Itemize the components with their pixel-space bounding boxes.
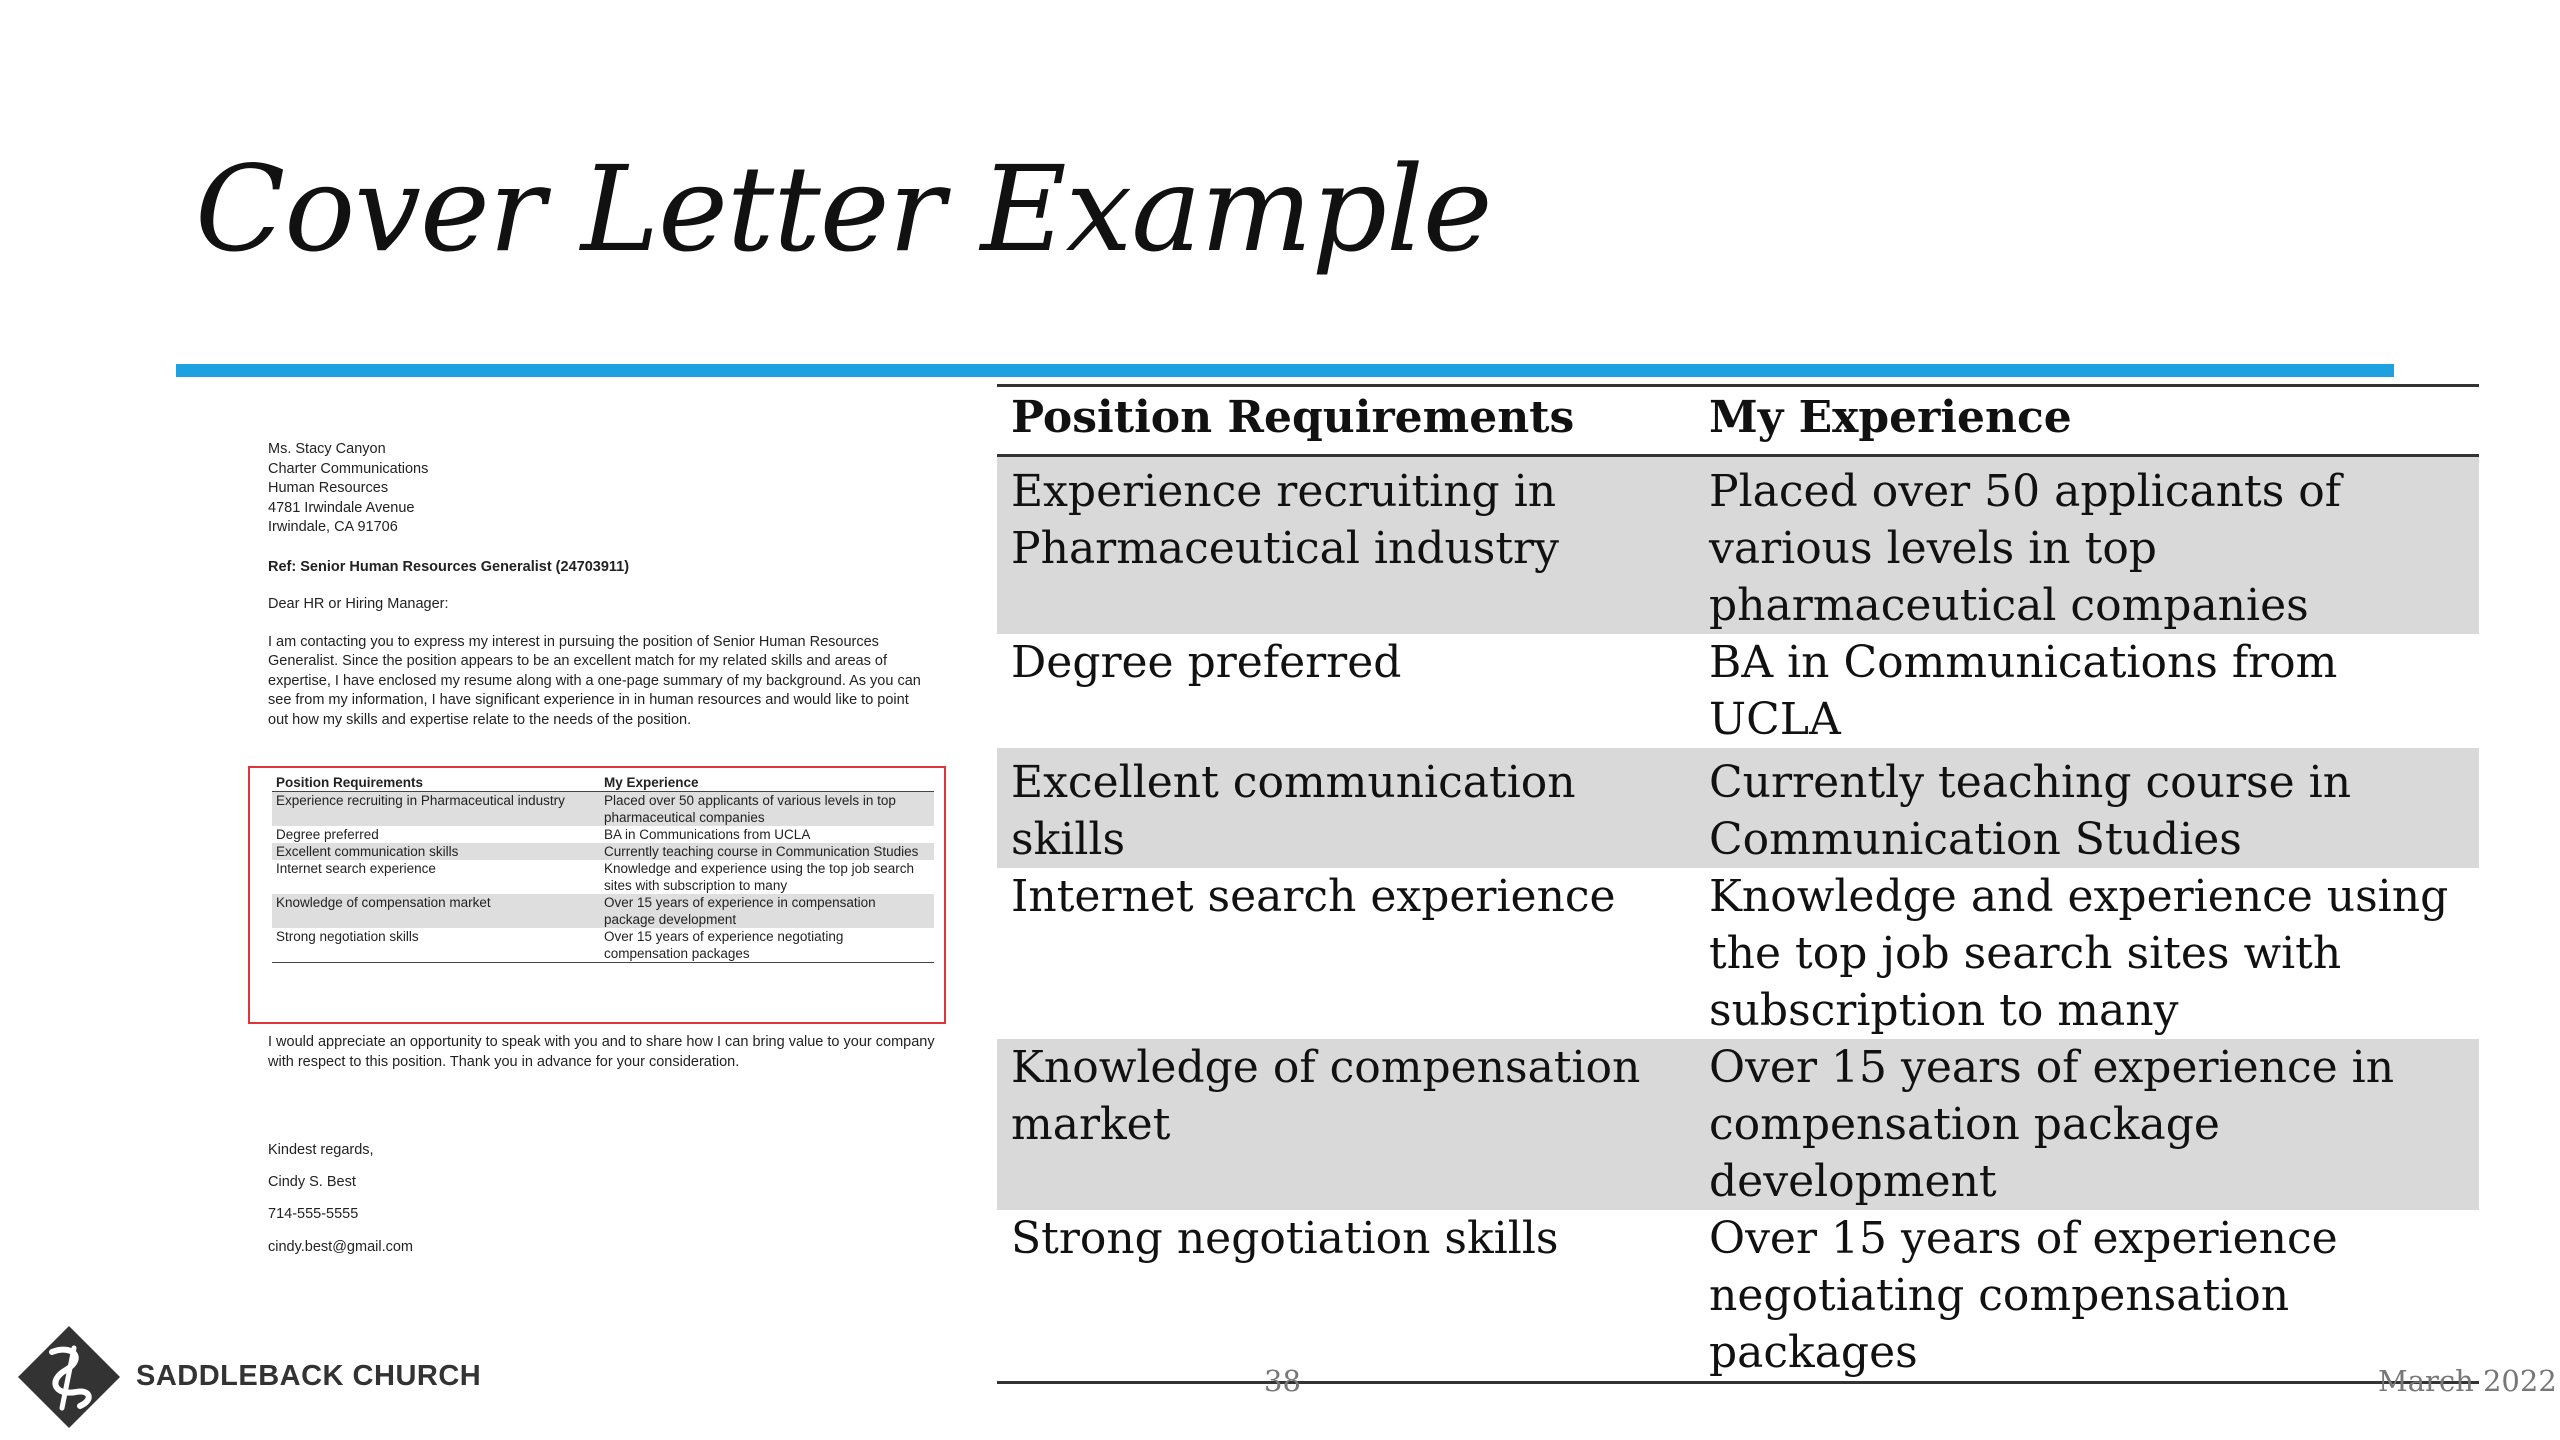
requirement-cell: Knowledge of compensation market xyxy=(997,1039,1695,1210)
letter-sign-off: Kindest regards, xyxy=(268,1142,374,1158)
mini-row xyxy=(272,843,934,860)
experience-cell: Over 15 years of experience negotiating compensation packages xyxy=(1695,1210,2479,1383)
requirement-cell: Excellent communication skills xyxy=(997,748,1695,868)
mini-cell: Internet search experience xyxy=(276,861,436,876)
table-row xyxy=(997,634,2479,748)
mini-header: Position Requirements xyxy=(272,774,600,792)
table-row xyxy=(997,868,2479,1039)
mini-cell: Strong negotiation skills xyxy=(272,928,600,963)
mini-row xyxy=(272,792,934,827)
mini-cell: Experience recruiting in Pharmaceutical industry xyxy=(272,792,600,827)
cover-letter-thumbnail xyxy=(268,440,948,730)
brand-name: SADDLEBACK CHURCH xyxy=(136,1360,482,1392)
saddleback-logo-icon xyxy=(14,1322,124,1432)
letter-mini-table xyxy=(272,774,934,963)
address-line: Ms. Stacy Canyon xyxy=(268,441,386,457)
letter-phone: 714-555-5555 xyxy=(268,1206,359,1222)
letter-name: Cindy S. Best xyxy=(268,1174,356,1190)
table-header-row xyxy=(997,386,2479,456)
experience-cell: Over 15 years of experience in compensation package development xyxy=(1695,1039,2479,1210)
letter-email: cindy.best@gmail.com xyxy=(268,1239,413,1255)
mini-cell: Degree preferred xyxy=(276,827,379,842)
table-row xyxy=(997,456,2479,635)
mini-cell: Placed over 50 applicants of various levels in top pharmaceutical companies xyxy=(600,792,934,827)
letter-address xyxy=(268,440,948,538)
mini-row xyxy=(272,928,934,963)
mini-cell: Over 15 years of experience negotiating compensation packages xyxy=(600,928,934,963)
slide-title: Cover Letter Example xyxy=(195,140,1492,278)
letter-intro: I am contacting you to express my interest in pursuing the position of Senior Human Resources Generalist. Since the position appears to be an excellent match for my related skills and areas of expertise, I have enclosed my resume along with a one-page summary of my background. As you can see from my information, I have significant experience in in human resources and would like to point out how my skills and expertise relate to the needs of the position. xyxy=(268,633,921,728)
mini-header: My Experience xyxy=(600,774,934,792)
mini-cell: BA in Communications from UCLA xyxy=(604,827,811,842)
mini-row xyxy=(272,860,934,894)
accent-bar xyxy=(176,364,2394,377)
mini-row xyxy=(272,894,934,928)
mini-cell: Knowledge and experience using the top job search sites with subscription to many xyxy=(604,861,914,893)
experience-cell: Currently teaching course in Communication Studies xyxy=(1695,748,2479,868)
address-line: Irwindale, CA 91706 xyxy=(268,519,398,535)
mini-row xyxy=(272,826,934,843)
experience-cell: BA in Communications from UCLA xyxy=(1709,637,2338,745)
requirement-cell: Strong negotiation skills xyxy=(997,1210,1695,1383)
mini-cell: Currently teaching course in Communication Studies xyxy=(600,843,934,860)
address-line: Charter Communications xyxy=(268,460,429,477)
header-position-requirements: Position Requirements xyxy=(997,386,1695,456)
requirement-cell: Experience recruiting in Pharmaceutical industry xyxy=(997,456,1695,635)
mini-cell: Knowledge of compensation market xyxy=(272,894,600,928)
letter-salutation: Dear HR or Hiring Manager: xyxy=(268,596,449,612)
letter-closing-paragraph: I would appreciate an opportunity to speak with you and to share how I can bring value to your company with respect to this position. Thank you in advance for your consideration. xyxy=(268,1034,935,1070)
mini-cell: Over 15 years of experience in compensation package development xyxy=(600,894,934,928)
experience-cell: Knowledge and experience using the top job search sites with subscription to many xyxy=(1709,871,2449,1036)
requirements-table xyxy=(997,384,2479,1384)
address-line: Human Resources xyxy=(268,480,389,496)
slide-date: March 2022 xyxy=(2378,1364,2557,1398)
page-number: 38 xyxy=(1264,1364,1301,1398)
table-row xyxy=(997,748,2479,868)
table-row xyxy=(997,1039,2479,1210)
letter-ref: Ref: Senior Human Resources Generalist (24703911) xyxy=(268,558,630,575)
requirement-cell: Internet search experience xyxy=(1011,871,1616,922)
address-line: 4781 Irwindale Avenue xyxy=(268,499,415,516)
mini-cell: Excellent communication skills xyxy=(272,843,600,860)
requirement-cell: Degree preferred xyxy=(1011,637,1402,688)
header-my-experience: My Experience xyxy=(1695,386,2479,456)
table-row xyxy=(997,1210,2479,1383)
experience-cell: Placed over 50 applicants of various levels in top pharmaceutical companies xyxy=(1695,456,2479,635)
